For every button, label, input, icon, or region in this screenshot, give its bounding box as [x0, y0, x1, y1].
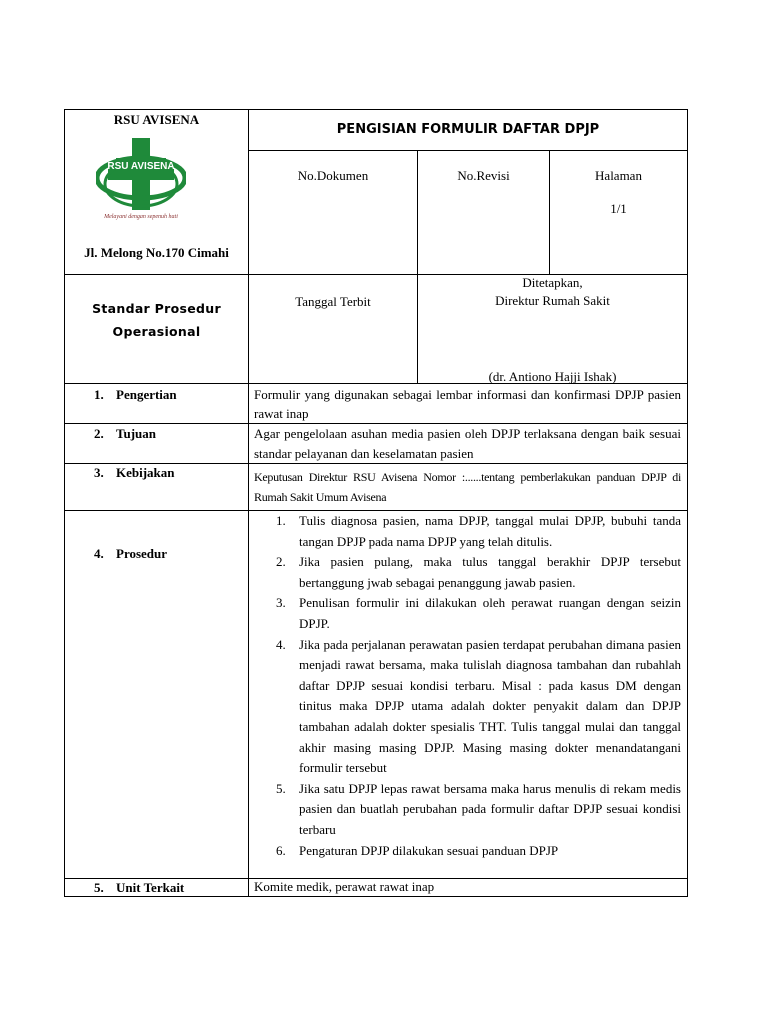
- ditetapkan-label: Ditetapkan,: [522, 275, 583, 290]
- director-name: (dr. Antiono Hajji Ishak): [488, 369, 617, 384]
- no-dokumen-label: No.Dokumen: [297, 168, 369, 183]
- no-revisi-label: No.Revisi: [457, 168, 510, 183]
- label-unit-terkait: 5. Unit Terkait: [94, 880, 185, 895]
- label-kebijakan: 3. Kebijakan: [94, 465, 175, 480]
- sop-title-line1: Standar Prosedur: [92, 301, 221, 316]
- hospital-address: Jl. Melong No.170 Cimahi: [84, 245, 229, 260]
- sop-title-line2: Operasional: [112, 324, 201, 339]
- text-tujuan: Agar pengelolaan asuhan media pasien oleh DPJP terlaksana dengan baik sesuai standar pelayanan dan keselamatan pasien: [254, 426, 681, 461]
- list-item: 6. Pengaturan DPJP dilakukan sesuai panduan DPJP: [276, 842, 559, 858]
- list-item: 1. Tulis diagnosa pasien, nama DPJP, tanggal mulai DPJP, bubuhi tanda tangan DPJP pada nama DPJP yang telah ditulis.: [276, 513, 681, 549]
- hospital-name: RSU AVISENA: [113, 112, 200, 127]
- halaman-value: 1/1: [610, 201, 627, 216]
- logo-tagline: Melayani dengan sepenuh hati: [104, 214, 178, 220]
- label-tujuan: 2. Tujuan: [94, 426, 156, 441]
- list-item: 2. Jika pasien pulang, maka tulus tanggal berakhir DPJP tersebut bertanggung jwab sebagai penanggung jawab pasien.: [276, 554, 681, 590]
- hospital-logo: [96, 134, 186, 224]
- tanggal-terbit-label: Tanggal Terbit: [295, 294, 371, 309]
- direktur-label: Direktur Rumah Sakit: [495, 293, 610, 308]
- logo-text: RSU AVISENA: [107, 161, 175, 172]
- label-pengertian: 1. Pengertian: [94, 387, 177, 402]
- text-kebijakan: Keputusan Direktur RSU Avisena Nomor :......tentang pemberlakukan panduan DPJP di Rumah Sakit Umum Avisena: [254, 470, 681, 504]
- halaman-label: Halaman: [595, 168, 642, 183]
- text-unit-terkait: Komite medik, perawat rawat inap: [254, 879, 435, 894]
- label-prosedur: 4. Prosedur: [94, 546, 168, 561]
- list-item: 3. Penulisan formulir ini dilakukan oleh perawat ruangan dengan seizin DPJP.: [276, 595, 681, 631]
- text-pengertian: Formulir yang digunakan sebagai lembar informasi dan konfirmasi DPJP pasien rawat inap: [254, 387, 681, 421]
- page-title: PENGISIAN FORMULIR DAFTAR DPJP: [336, 122, 600, 137]
- list-item: 4. Jika pada perjalanan perawatan pasien terdapat perubahan dimana pasien menjadi rawat bersama, maka tulislah diagnosa tambahan dan rubahlah daftar DPJP sesuai kondisi terbaru. Misal : pada kasus DM dengan tinitus maka DPJP utama adalah dokter penyakit dalam dan DPJP tambahan adalah dokter spesialis THT. Tulis tanggal mulai dan tanggal akhir masing masing DPJP. Masing masing dokter menandatangani formulir tersebut: [276, 636, 681, 776]
- list-item: 5. Jika satu DPJP lepas rawat bersama maka harus menulis di rekam medis pasien dan buatlah perubahan pada formulir daftar DPJP sesuai kondisi terbaru: [276, 780, 681, 837]
- prosedur-list: [253, 511, 681, 861]
